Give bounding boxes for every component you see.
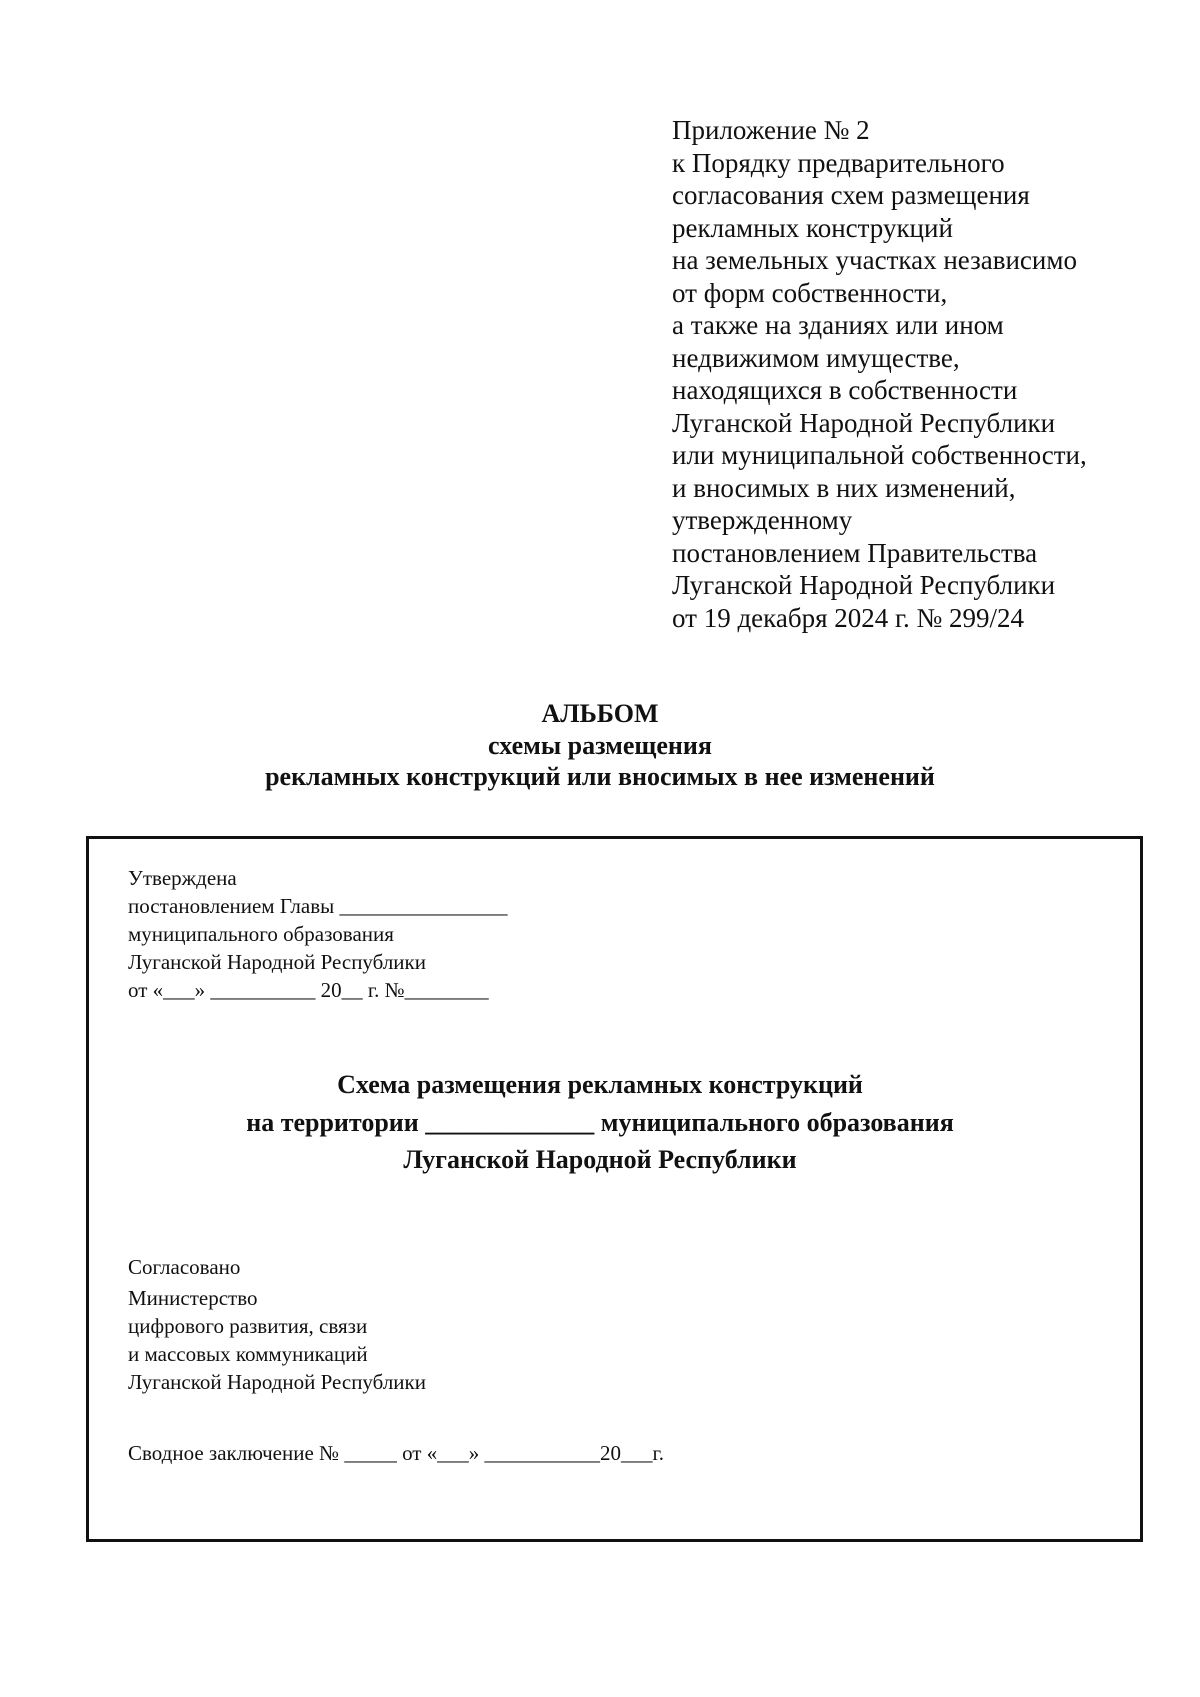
agreement-block [128,1253,426,1396]
appendix-line: и вносимых в них изменений, [672,472,1016,503]
agreement-line: цифрового развития, связи [128,1314,368,1338]
approval-line: постановлением Главы ________________ [128,894,508,918]
appendix-line: недвижимом имуществе, [672,342,960,373]
appendix-line: от 19 декабря 2024 г. № 299/24 [672,602,1025,633]
appendix-line: на земельных участках независимо [672,245,1077,275]
scheme-title [100,1066,1100,1179]
summary-conclusion-line: Сводное заключение № _____ от «___» ___________20___г. [128,1441,664,1465]
appendix-line: а также на зданиях или ином [672,310,1004,340]
approval-line: Утверждена [128,866,237,890]
appendix-line: Луганской Народной Республики [672,570,1056,600]
agreement-line: Луганской Народной Республики [128,1370,426,1394]
appendix-line: к Порядку предварительного [672,147,1005,178]
appendix-line: от форм собственности, [672,277,948,308]
approval-line: от «___» __________ 20__ г. №________ [128,978,489,1002]
appendix-line: находящихся в собственности [672,375,1018,405]
appendix-line: рекламных конструкций [672,212,953,243]
appendix-line: Луганской Народной Республики [672,407,1056,438]
agreement-line: и массовых коммуникаций [128,1342,368,1366]
scheme-title-line: Луганской Народной Республики [403,1145,797,1174]
scheme-title-line: Схема размещения рекламных конструкций [337,1070,863,1099]
agreement-line: Согласовано [128,1255,241,1279]
appendix-line: постановлением Правительства [672,537,1038,568]
appendix-header [672,114,1132,634]
approval-line: муниципального образования [128,922,394,946]
album-title-line: АЛЬБОМ [541,699,659,728]
agreement-line: Министерство [128,1286,258,1310]
album-title-line: рекламных конструкций или вносимых в нее изменений [265,762,935,791]
appendix-line: или муниципальной собственности, [672,440,1087,470]
album-title-line: схемы размещения [488,730,712,760]
album-title [100,698,1100,793]
appendix-line: согласования схем размещения [672,180,1030,210]
approval-line: Луганской Народной Республики [128,950,426,974]
scheme-title-line: на территории _____________ муниципального образования [246,1107,954,1137]
appendix-line: утвержденному [672,505,853,535]
appendix-line: Приложение № 2 [672,115,870,145]
approval-block [128,864,508,1004]
